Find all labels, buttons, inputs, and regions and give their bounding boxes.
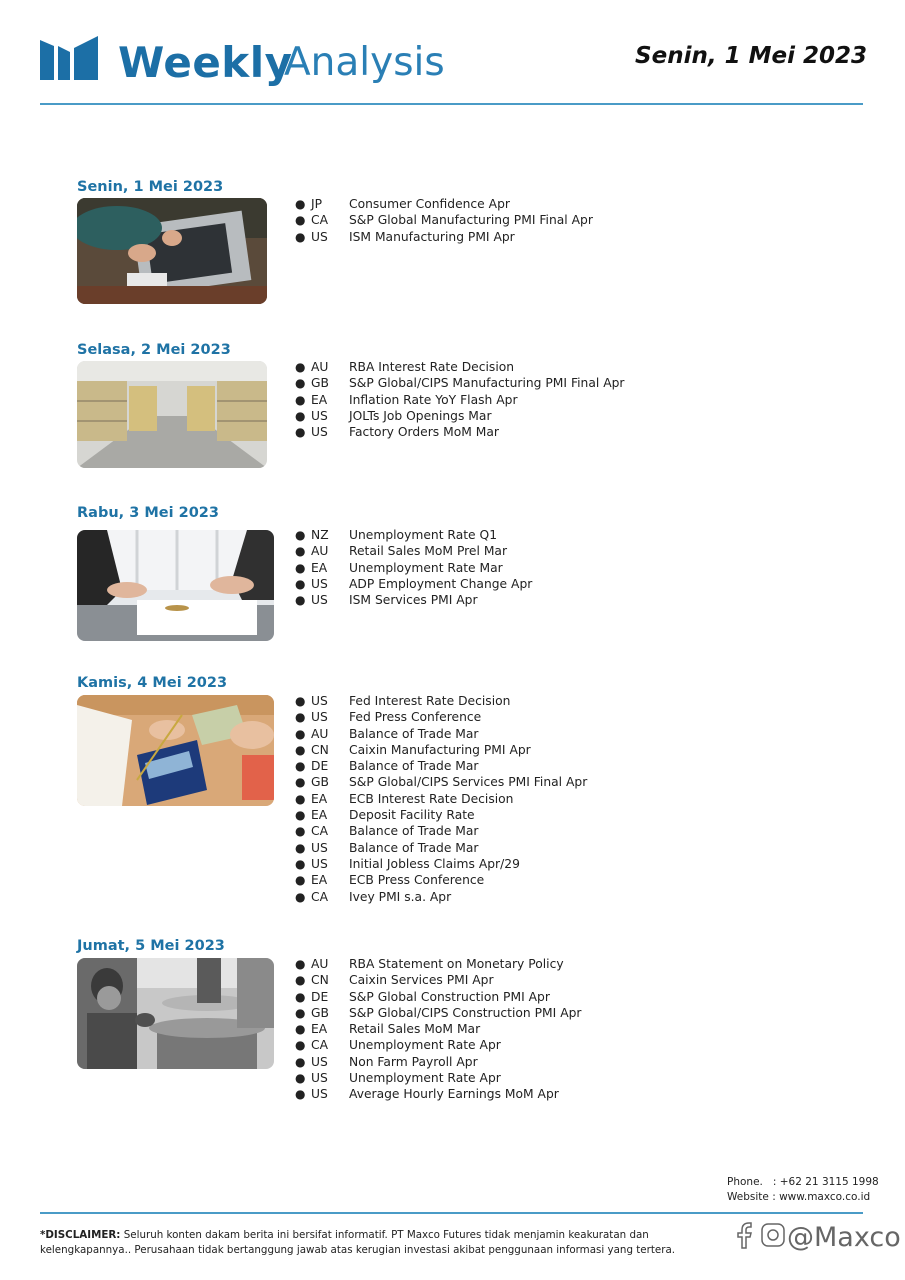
list-item: ● US Initial Jobless Claims Apr/29 (295, 856, 520, 871)
facebook-icon (733, 1220, 759, 1250)
event-name: S&P Global Construction PMI Apr (349, 989, 550, 1004)
day-title: Senin, 1 Mei 2023 (77, 179, 224, 195)
currency-code: US (311, 840, 328, 855)
page-header (0, 0, 905, 110)
currency-code: DE (311, 989, 329, 1004)
day-section-monday (77, 177, 837, 244)
day-title: Rabu, 3 Mei 2023 (77, 505, 219, 521)
event-name: RBA Statement on Monetary Policy (349, 957, 564, 971)
event-name: Unemployment Rate Q1 (349, 528, 498, 542)
currency-code: US (311, 710, 328, 725)
website-line[interactable]: Website : www.maxco.co.id (727, 1191, 871, 1203)
list-item: ● US Average Hourly Earnings MoM Apr (295, 1087, 559, 1102)
currency-code: EA (311, 873, 328, 888)
day-title: Jumat, 5 Mei 2023 (77, 938, 225, 954)
event-list (295, 956, 581, 1103)
event-name: Factory Orders MoM Mar (349, 425, 499, 440)
contract-signing-photo (77, 530, 274, 641)
list-item: ● EA Retail Sales MoM Mar (295, 1022, 481, 1037)
day-section-friday (77, 936, 837, 1102)
list-item: ● EA ECB Interest Rate Decision (295, 791, 514, 806)
currency-code: DE (311, 759, 329, 774)
event-name: Consumer Confidence Apr (349, 197, 510, 211)
event-name: Caixin Services PMI Apr (349, 973, 494, 988)
event-name: S&P Global/CIPS Services PMI Final Apr (349, 775, 588, 790)
event-name: Initial Jobless Claims Apr/29 (349, 856, 520, 871)
brand-title-bold: Weekly (118, 38, 293, 87)
event-list (295, 196, 593, 245)
social-handle-text: @Maxco (787, 1222, 901, 1253)
currency-code: AU (311, 544, 329, 559)
event-name: Inflation Rate YoY Flash Apr (349, 392, 518, 407)
event-name: Deposit Facility Rate (349, 808, 475, 823)
instagram-icon (759, 1220, 787, 1250)
phone-line: Phone. : +62 21 3115 1998 (727, 1176, 879, 1188)
event-list (295, 527, 532, 608)
list-item: ● US JOLTs Job Openings Mar (295, 408, 492, 423)
currency-code: CA (311, 824, 328, 839)
event-name: S&P Global/CIPS Manufacturing PMI Final Apr (349, 376, 625, 391)
factory-worker-photo (77, 958, 274, 1069)
day-title: Kamis, 4 Mei 2023 (77, 675, 228, 691)
event-name: Fed Press Conference (349, 710, 482, 725)
disclaimer-label: *DISCLAIMER: (40, 1229, 121, 1241)
bar-chart-logo-icon (40, 36, 98, 80)
contact-info (727, 1175, 879, 1205)
currency-code: US (311, 229, 328, 244)
currency-code: EA (311, 808, 328, 823)
event-name: Retail Sales MoM Mar (349, 1022, 481, 1037)
currency-code: US (311, 1054, 328, 1069)
currency-code: EA (311, 560, 328, 575)
calculator-money-photo (77, 695, 274, 806)
list-item: ● DE S&P Global Construction PMI Apr (295, 989, 550, 1004)
event-list (295, 359, 624, 440)
event-name: Non Farm Payroll Apr (349, 1054, 478, 1069)
list-item: ● US ISM Manufacturing PMI Apr (295, 229, 515, 244)
event-name: S&P Global Manufacturing PMI Final Apr (349, 213, 593, 228)
event-name: S&P Global/CIPS Construction PMI Apr (349, 1005, 582, 1020)
event-name: Caixin Manufacturing PMI Apr (349, 742, 531, 757)
computer-repair-photo (77, 198, 267, 304)
list-item: ● CA Balance of Trade Mar (295, 824, 479, 839)
currency-code: CN (311, 973, 329, 988)
currency-code: US (311, 1087, 328, 1102)
currency-code: EA (311, 791, 328, 806)
event-name: ISM Services PMI Apr (349, 593, 478, 608)
event-name: Retail Sales MoM Prel Mar (349, 544, 508, 559)
list-item: ● GB S&P Global/CIPS Manufacturing PMI Final Apr (295, 376, 625, 391)
event-name: Unemployment Rate Apr (349, 1038, 501, 1053)
list-item: ● JP Consumer Confidence Apr (295, 197, 510, 211)
brand-title-light: Analysis (284, 40, 445, 85)
list-item: ● EA ECB Press Conference (295, 873, 485, 888)
list-item: ● GB S&P Global/CIPS Construction PMI Apr (295, 1005, 582, 1020)
list-item: ● US Non Farm Payroll Apr (295, 1054, 478, 1069)
currency-code: JP (311, 197, 323, 211)
event-name: ISM Manufacturing PMI Apr (349, 229, 515, 244)
currency-code: US (311, 694, 328, 708)
list-item: ● US ISM Services PMI Apr (295, 593, 478, 608)
header-date: Senin, 1 Mei 2023 (635, 43, 867, 69)
currency-code: US (311, 425, 328, 440)
list-item: ● DE Balance of Trade Mar (295, 759, 479, 774)
currency-code: GB (311, 775, 329, 790)
disclaimer-text: Seluruh konten dakam berita ini bersifat informatif. PT Maxco Futures tidak menjamin keakuratan dan kelengkapannya.. Perusahaan tidak bertanggung jawab atas kerugian investasi akibat penggunaan informasi yang tertera. (40, 1229, 676, 1256)
list-item: ● AU Retail Sales MoM Prel Mar (295, 544, 508, 559)
currency-code: CA (311, 213, 328, 228)
list-item: ● GB S&P Global/CIPS Services PMI Final Apr (295, 775, 588, 790)
currency-code: US (311, 856, 328, 871)
event-name: ECB Interest Rate Decision (349, 791, 514, 806)
event-name: ADP Employment Change Apr (349, 576, 533, 591)
event-name: Unemployment Rate Mar (349, 560, 503, 575)
list-item: ● AU RBA Statement on Monetary Policy (295, 957, 564, 971)
currency-code: AU (311, 360, 329, 374)
currency-code: CA (311, 1038, 328, 1053)
list-item: ● AU Balance of Trade Mar (295, 726, 479, 741)
list-item: ● US Unemployment Rate Apr (295, 1071, 501, 1086)
event-name: Balance of Trade Mar (349, 840, 479, 855)
day-title: Selasa, 2 Mei 2023 (77, 342, 231, 358)
list-item: ● US Fed Press Conference (295, 710, 482, 725)
currency-code: AU (311, 957, 329, 971)
currency-code: EA (311, 392, 328, 407)
disclaimer (40, 1228, 730, 1258)
currency-code: GB (311, 376, 329, 391)
event-name: Balance of Trade Mar (349, 759, 479, 774)
list-item: ● EA Deposit Facility Rate (295, 808, 475, 823)
currency-code: EA (311, 1022, 328, 1037)
event-name: Average Hourly Earnings MoM Apr (349, 1087, 559, 1102)
list-item: ● CN Caixin Manufacturing PMI Apr (295, 742, 531, 757)
event-name: ECB Press Conference (349, 873, 485, 888)
list-item: ● CA S&P Global Manufacturing PMI Final Apr (295, 213, 593, 228)
list-item: ● NZ Unemployment Rate Q1 (295, 528, 498, 542)
day-section-tuesday (77, 340, 837, 440)
list-item: ● US Fed Interest Rate Decision (295, 694, 511, 708)
warehouse-photo (77, 361, 267, 468)
currency-code: US (311, 1071, 328, 1086)
day-section-wednesday (77, 503, 837, 608)
header-divider (40, 103, 863, 105)
event-name: Balance of Trade Mar (349, 726, 479, 741)
event-name: Ivey PMI s.a. Apr (349, 889, 452, 904)
event-name: Fed Interest Rate Decision (349, 694, 511, 708)
currency-code: US (311, 408, 328, 423)
list-item: ● CA Unemployment Rate Apr (295, 1038, 501, 1053)
currency-code: AU (311, 726, 329, 741)
list-item: ● US ADP Employment Change Apr (295, 576, 533, 591)
event-list (295, 693, 587, 905)
event-name: RBA Interest Rate Decision (349, 360, 515, 374)
list-item: ● US Factory Orders MoM Mar (295, 425, 499, 440)
list-item: ● EA Unemployment Rate Mar (295, 560, 503, 575)
currency-code: US (311, 593, 328, 608)
footer-divider (40, 1212, 863, 1214)
social-handle[interactable] (733, 1220, 901, 1253)
day-section-thursday (77, 673, 837, 904)
event-name: Balance of Trade Mar (349, 824, 479, 839)
list-item: ● CA Ivey PMI s.a. Apr (295, 889, 452, 904)
currency-code: GB (311, 1005, 329, 1020)
currency-code: CA (311, 889, 328, 904)
event-name: Unemployment Rate Apr (349, 1071, 501, 1086)
list-item: ● US Balance of Trade Mar (295, 840, 479, 855)
currency-code: CN (311, 742, 329, 757)
currency-code: NZ (311, 528, 329, 542)
currency-code: US (311, 576, 328, 591)
list-item: ● CN Caixin Services PMI Apr (295, 973, 494, 988)
list-item: ● AU RBA Interest Rate Decision (295, 360, 515, 374)
list-item: ● EA Inflation Rate YoY Flash Apr (295, 392, 518, 407)
event-name: JOLTs Job Openings Mar (349, 408, 492, 423)
